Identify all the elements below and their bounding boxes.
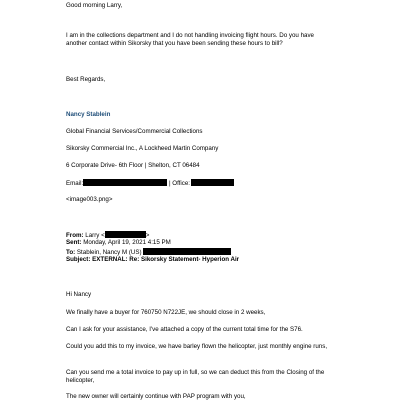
paragraph-5: The new owner will certainly continue with PAP program with you, [66, 393, 246, 400]
redacted-phone [191, 179, 234, 186]
paragraph-4: Can you send me a total invoice to pay up in full, so we can deduct this from the Closing of the helicopter, [66, 369, 325, 384]
from-value: Larry < [85, 232, 105, 239]
paragraph-3: Could you add this to my invoice, we have barley flown the helicopter, just monthly engine runs, [66, 343, 328, 350]
sent-label: Sent: [66, 239, 82, 246]
signature-company: Sikorsky Commercial Inc., A Lockheed Martin Company [66, 145, 219, 152]
signature-name: Nancy Stablein [66, 111, 111, 118]
subject-label: Subject: [66, 256, 91, 263]
email-label: Email: [66, 180, 84, 187]
sent-value: Monday, April 19, 2021 4:15 PM [83, 239, 171, 246]
signature-department: Global Financial Services/Commercial Collections [66, 128, 203, 135]
signature-address: 6 Corporate Drive- 6th Floor | Shelton, CT 06484 [66, 162, 200, 169]
closing: Best Regards, [66, 76, 106, 83]
redacted-email [83, 179, 167, 186]
to-value: Stablein, Nancy M (US) [76, 249, 142, 256]
office-label: | Office: [168, 180, 191, 187]
image-placeholder: <image003.png> [66, 196, 113, 203]
paragraph-2: Can I ask for your assistance, I've attached a copy of the current total time for the S76. [66, 326, 303, 333]
redacted-sender-email [105, 231, 146, 238]
second-greeting: Hi Nancy [66, 291, 92, 298]
sent-line [66, 239, 171, 247]
subject-value: EXTERNAL: Re: Sikorsky Statement- Hyperion Air [92, 256, 240, 263]
paragraph-1: We finally have a buyer for 760750 N722JE, we should close in 2 weeks, [66, 309, 266, 316]
to-label: To: [66, 249, 76, 256]
greeting: Good morning Larry, [66, 2, 123, 9]
redacted-recipient-email [143, 248, 231, 255]
from-label: From: [66, 232, 84, 239]
first-email-body: I am in the collections department and I do not handling invoicing flight hours. Do you have another contact within Sikorsky that you have been sending these hours to bill? [66, 32, 314, 47]
signature-contact [66, 179, 234, 188]
subject-line [66, 256, 239, 264]
from-close: > [145, 232, 150, 239]
